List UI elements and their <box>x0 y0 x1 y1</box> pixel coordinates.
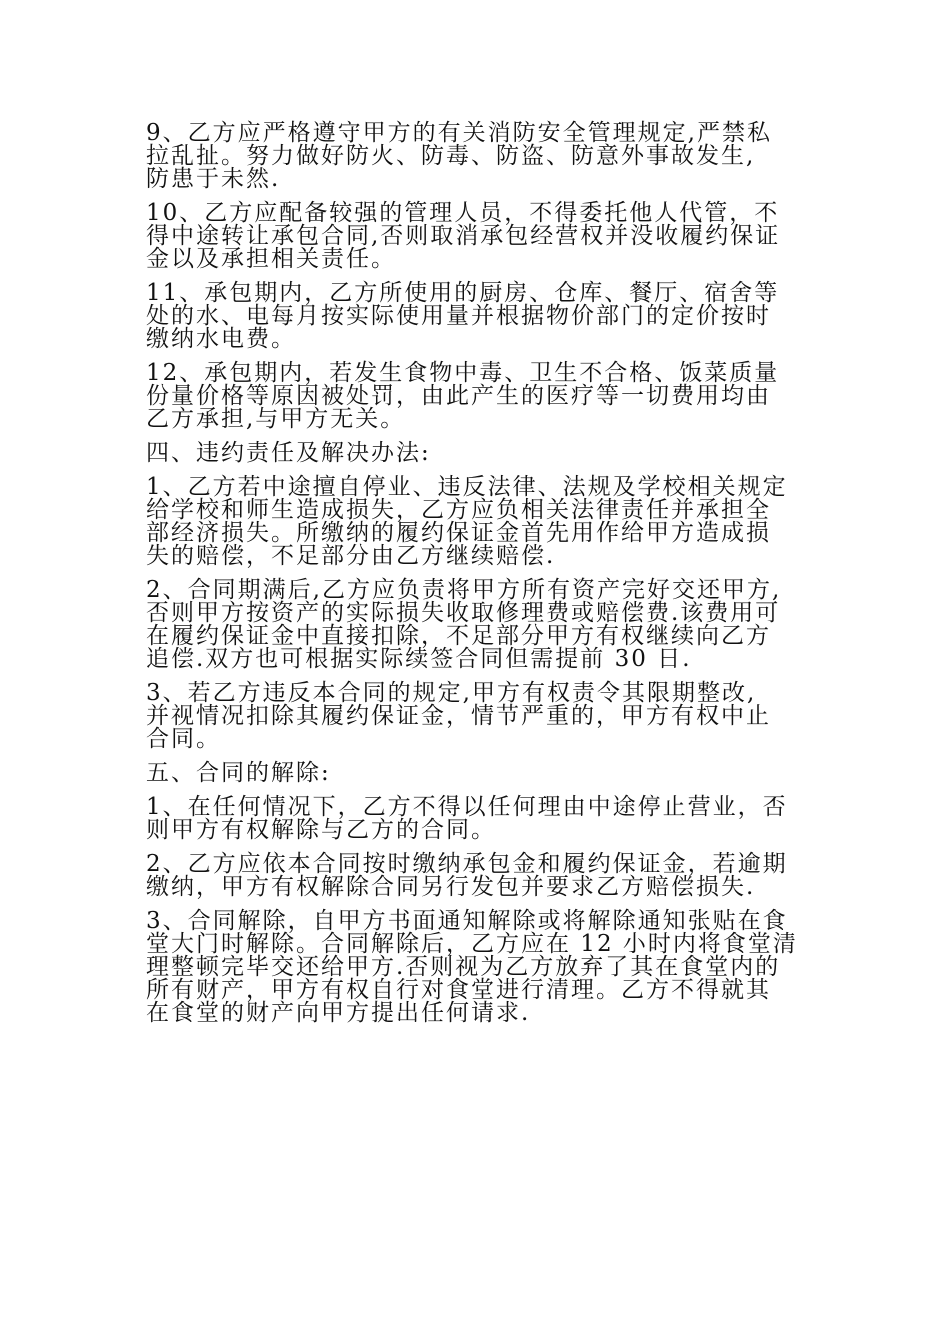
text-line: 1、在任何情况下，乙方不得以任何理由中途停止营业，否 <box>146 794 788 820</box>
text-line: 1、乙方若中途擅自停业、违反法律、法规及学校相关规定 <box>146 474 788 500</box>
text-line: 部经济损失。所缴纳的履约保证金首先用作给甲方造成损 <box>146 520 771 546</box>
text-line: 11、承包期内，乙方所使用的厨房、仓库、餐厅、宿舍等 <box>146 280 780 306</box>
section-heading: 四、违约责任及解决办法: <box>146 440 431 466</box>
text-line: 拉乱扯。努力做好防火、防毒、防盗、防意外事故发生, <box>146 143 756 169</box>
clause-10 <box>146 202 806 271</box>
text-line: 处的水、电每月按实际使用量并根据物价部门的定价按时 <box>146 303 771 329</box>
text-line: 失的赔偿，不足部分由乙方继续赔偿. <box>146 543 556 569</box>
text-line: 2、乙方应依本合同按时缴纳承包金和履约保证金，若逾期 <box>146 851 788 877</box>
breach-clause-3 <box>146 682 806 751</box>
termination-clause-2 <box>146 853 806 899</box>
text-line: 乙方承担,与甲方无关。 <box>146 406 406 432</box>
clause-11 <box>146 282 806 351</box>
text-line: 并视情况扣除其履约保证金，情节严重的，甲方有权中止 <box>146 703 771 729</box>
text-line: 堂大门时解除。合同解除后，乙方应在 12 小时内将食堂清 <box>146 931 798 957</box>
text-line: 则甲方有权解除与乙方的合同。 <box>146 817 496 843</box>
clause-9 <box>146 122 806 191</box>
termination-clause-1 <box>146 796 806 842</box>
text-line: 在食堂的财产向甲方提出任何请求. <box>146 1000 531 1026</box>
text-line: 10、乙方应配备较强的管理人员，不得委托他人代管，不 <box>146 200 780 226</box>
text-line: 9、乙方应严格遵守甲方的有关消防安全管理规定,严禁私 <box>146 120 772 146</box>
text-line: 2、合同期满后,乙方应负责将甲方所有资产完好交还甲方, <box>146 577 782 603</box>
breach-clause-2 <box>146 579 806 671</box>
text-line: 所有财产，甲方有权自行对食堂进行清理。乙方不得就其 <box>146 977 771 1003</box>
text-line: 份量价格等原因被处罚，由此产生的医疗等一切费用均由 <box>146 383 771 409</box>
text-line: 追偿.双方也可根据实际续签合同但需提前 30 日. <box>146 646 692 672</box>
section-heading-breach <box>146 442 806 465</box>
text-line: 12、承包期内，若发生食物中毒、卫生不合格、饭菜质量 <box>146 360 780 386</box>
text-line: 合同。 <box>146 726 221 752</box>
text-line: 得中途转让承包合同,否则取消承包经营权并没收履约保证 <box>146 223 781 249</box>
text-line: 3、合同解除，自甲方书面通知解除或将解除通知张贴在食 <box>146 908 788 934</box>
text-line: 缴纳水电费。 <box>146 326 296 352</box>
text-line: 在履约保证金中直接扣除，不足部分甲方有权继续向乙方 <box>146 623 771 649</box>
text-line: 缴纳，甲方有权解除合同另行发包并要求乙方赔偿损失. <box>146 874 756 900</box>
text-line: 防患于未然. <box>146 166 281 192</box>
text-line: 3、若乙方违反本合同的规定,甲方有权责令其限期整改, <box>146 680 757 706</box>
termination-clause-3 <box>146 910 806 1025</box>
breach-clause-1 <box>146 476 806 568</box>
document-body <box>146 122 806 1036</box>
clause-12 <box>146 362 806 431</box>
section-heading-termination <box>146 762 806 785</box>
text-line: 金以及承担相关责任。 <box>146 246 396 272</box>
text-line: 否则甲方按资产的实际损失收取修理费或赔偿费.该费用可 <box>146 600 781 626</box>
section-heading: 五、合同的解除: <box>146 760 331 786</box>
text-line: 理整顿完毕交还给甲方.否则视为乙方放弃了其在食堂内的 <box>146 954 781 980</box>
text-line: 给学校和师生造成损失，乙方应负相关法律责任并承担全 <box>146 497 771 523</box>
